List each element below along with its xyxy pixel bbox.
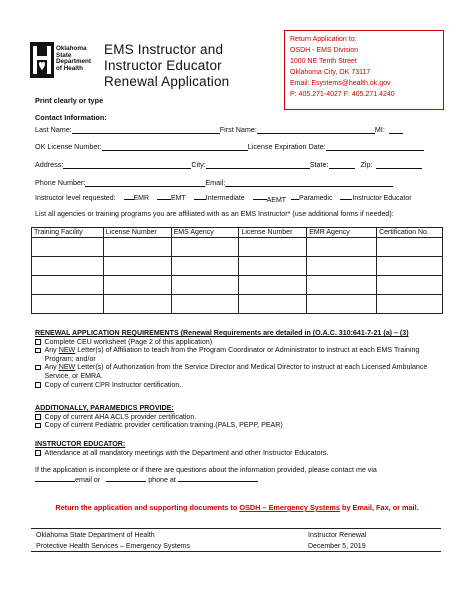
checkbox[interactable] xyxy=(35,450,41,456)
checkbox[interactable] xyxy=(35,339,41,345)
footer-form-name: Instructor Renewal xyxy=(308,532,367,539)
first-name-field[interactable] xyxy=(257,126,375,134)
phone-number-blank[interactable] xyxy=(178,475,258,482)
table-cell[interactable] xyxy=(239,257,307,276)
osdh-emergency-systems-link[interactable]: OSDH – Emergency Systems xyxy=(239,503,340,512)
city-field[interactable] xyxy=(206,161,310,169)
footer-division: Protective Health Services – Emergency Systems xyxy=(36,543,191,550)
level-emr-blank[interactable] xyxy=(124,192,134,200)
email-label: Email: xyxy=(205,178,226,187)
footer-date: December 5, 2019 xyxy=(308,543,366,550)
affiliations-instruction: List all agencies or training programs you are affiliated with as an EMS Instructor* (use additional forms if needed): xyxy=(35,210,394,218)
paramedics-heading: ADDITIONALLY, PARAMEDICS PROVIDE: xyxy=(35,404,174,412)
license-number-label: OK License Number: xyxy=(35,142,102,151)
license-number-field[interactable] xyxy=(102,143,248,151)
renewal-item-affiliation: Any NEW Letter(s) of Affiliation to teach from the Program Coordinator or Administrator to instruct at each EMS Training Program; and/or xyxy=(35,346,450,363)
state-field[interactable] xyxy=(329,161,355,169)
email-field[interactable] xyxy=(225,179,393,187)
col-ems-agency: EMS Agency xyxy=(171,228,239,238)
table-cell[interactable] xyxy=(307,295,377,314)
paramedics-item-acls: Copy of current AHA ACLS provider certification. xyxy=(35,413,450,422)
table-header-row xyxy=(32,228,443,238)
table-row xyxy=(32,295,443,314)
educator-section xyxy=(35,440,450,457)
level-paramedic: Paramedic xyxy=(299,195,333,202)
level-aemt: AEMT xyxy=(266,197,287,204)
level-intermediate: Intermediate xyxy=(205,195,245,202)
col-emr-agency: EMR Agency xyxy=(307,228,377,238)
instructor-level-label: Instructor level requested: xyxy=(35,195,116,202)
table-cell[interactable] xyxy=(239,238,307,257)
level-intermediate-blank[interactable] xyxy=(194,192,206,200)
renewal-item-authorization: Any NEW Letter(s) of Authorization from the Service Director and Medical Director to instruct at each Licensed Ambulance Service, or EMRA. xyxy=(35,363,450,380)
state-label: State: xyxy=(309,160,329,169)
table-cell[interactable] xyxy=(377,257,443,276)
table-cell[interactable] xyxy=(103,295,171,314)
renewal-requirements-section xyxy=(35,329,450,389)
phone-field[interactable] xyxy=(85,179,205,187)
table-cell[interactable] xyxy=(32,238,104,257)
zip-label: Zip: xyxy=(360,160,373,169)
checkbox[interactable] xyxy=(35,423,41,429)
educator-item-meetings: Attendance at all mandatory meetings with the Department and other Instructor Educators. xyxy=(35,449,450,458)
table-cell[interactable] xyxy=(171,276,239,295)
table-cell[interactable] xyxy=(377,295,443,314)
license-expiration-label: License Expiration Date: xyxy=(247,142,326,151)
phone-at-label: phone at xyxy=(148,475,176,484)
checkbox[interactable] xyxy=(35,414,41,420)
license-row xyxy=(35,141,440,151)
level-aemt-blank[interactable] xyxy=(253,192,267,200)
footer-agency: Oklahoma State Department of Health xyxy=(36,532,155,539)
contact-heading: Contact Information: xyxy=(35,113,107,122)
last-name-field[interactable] xyxy=(72,126,220,134)
zip-field[interactable] xyxy=(376,161,422,169)
col-training-facility: Training Facility xyxy=(32,228,104,238)
first-name-label: First Name: xyxy=(219,125,257,134)
form-title: EMS Instructor and Instructor Educator Renewal Application xyxy=(104,42,230,89)
table-cell[interactable] xyxy=(307,238,377,257)
table-cell[interactable] xyxy=(171,295,239,314)
table-cell[interactable] xyxy=(32,276,104,295)
mi-field[interactable] xyxy=(389,126,403,134)
checkbox[interactable] xyxy=(35,348,41,354)
last-name-label: Last Name: xyxy=(35,125,72,134)
print-instruction: Print clearly or type xyxy=(35,96,104,105)
col-license-number-2: License Number xyxy=(239,228,307,238)
email-or-label: email or xyxy=(75,475,101,484)
level-paramedic-blank[interactable] xyxy=(291,192,299,200)
col-license-number: License Number xyxy=(103,228,171,238)
table-cell[interactable] xyxy=(171,238,239,257)
paramedics-section xyxy=(35,404,450,430)
address-row xyxy=(35,159,440,169)
table-row xyxy=(32,276,443,295)
paramedics-item-pediatric: Copy of current Pediatric provider certification training.(PALS, PEPP, PEAR) xyxy=(35,421,450,430)
affiliations-table xyxy=(31,227,443,314)
renewal-heading: RENEWAL APPLICATION REQUIREMENTS (Renewal Requirements are detailed in (O.A.C. 310:641-7-21 (a) – (3) xyxy=(35,329,409,337)
level-emt-blank[interactable] xyxy=(157,192,171,200)
city-label: City: xyxy=(191,160,206,169)
email-blank[interactable] xyxy=(35,475,75,482)
incomplete-contact-section xyxy=(35,466,450,484)
table-cell[interactable] xyxy=(171,257,239,276)
table-row xyxy=(32,257,443,276)
name-row xyxy=(35,124,440,134)
table-cell[interactable] xyxy=(103,257,171,276)
address-label: Address: xyxy=(35,160,64,169)
table-cell[interactable] xyxy=(239,295,307,314)
checkbox[interactable] xyxy=(35,365,41,371)
table-cell[interactable] xyxy=(307,257,377,276)
phone-label: Phone Number: xyxy=(35,178,86,187)
osdh-logo xyxy=(30,42,54,78)
phone-email-row xyxy=(35,177,440,187)
incomplete-text: If the application is incomplete or if there are questions about the information provided, please contact me via xyxy=(35,466,377,474)
agency-name: Oklahoma State Department of Health xyxy=(56,45,91,73)
phone-blank[interactable] xyxy=(106,475,146,482)
page-footer xyxy=(31,528,441,552)
renewal-item-ceu: Complete CEU worksheet (Page 2 of this application) xyxy=(35,338,450,347)
col-certification-no: Certification No. xyxy=(377,228,443,238)
level-emr: EMR xyxy=(133,195,150,202)
level-educator-blank[interactable] xyxy=(340,192,352,200)
educator-heading: INSTRUCTOR EDUCATOR: xyxy=(35,440,126,448)
table-cell[interactable] xyxy=(377,276,443,295)
level-instructor-educator: Instructor Educator xyxy=(352,195,412,202)
return-address-box: Return Application to: OSDH - EMS Division 1000 NE Tenth Street Oklahoma City, OK 73117 Email: Esystems@health.ok.gov P: 405.271-4027 F: 405.271.4240 xyxy=(284,30,444,110)
table-cell[interactable] xyxy=(32,257,104,276)
table-row xyxy=(32,238,443,257)
license-expiration-field[interactable] xyxy=(326,143,424,151)
table-cell[interactable] xyxy=(377,238,443,257)
table-cell[interactable] xyxy=(239,276,307,295)
mi-label: MI: xyxy=(374,125,385,134)
level-emt: EMT xyxy=(171,195,186,202)
address-field[interactable] xyxy=(63,161,191,169)
checkbox[interactable] xyxy=(35,382,41,388)
table-cell[interactable] xyxy=(32,295,104,314)
return-instructions: Return the application and supporting documents to OSDH – Emergency Systems by Email, Fax, or mail. xyxy=(55,503,419,512)
table-cell[interactable] xyxy=(307,276,377,295)
renewal-item-cpr: Copy of current CPR Instructor certification. xyxy=(35,381,450,390)
instructor-level-row xyxy=(35,192,465,202)
table-cell[interactable] xyxy=(103,238,171,257)
table-cell[interactable] xyxy=(103,276,171,295)
